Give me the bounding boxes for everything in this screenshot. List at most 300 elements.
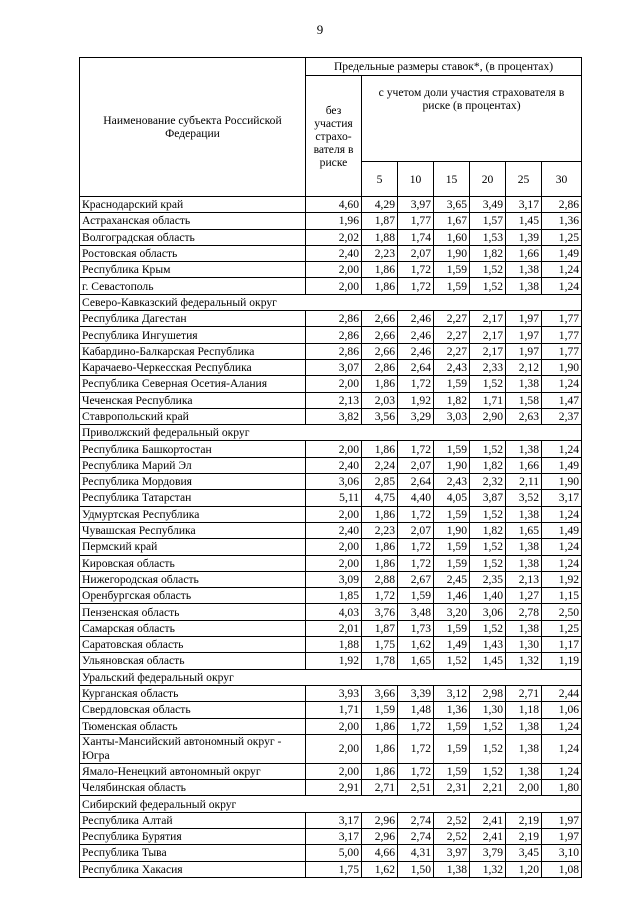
rate-with-share: 1,59 [434,620,470,636]
rate-with-share: 2,03 [362,392,398,408]
rate-with-share: 1,59 [434,555,470,571]
rate-with-share: 1,52 [470,506,506,522]
rate-with-share: 2,86 [362,359,398,375]
region-name: Ставропольский край [80,408,306,424]
rate-with-share: 1,66 [506,457,542,473]
rate-with-share: 1,24 [542,376,582,392]
rate-with-share: 2,19 [506,812,542,828]
rate-with-share: 1,27 [506,588,542,604]
rate-with-share: 1,86 [362,718,398,734]
rate-with-share: 2,63 [506,408,542,424]
table-row [80,376,582,392]
rate-with-share: 2,78 [506,604,542,620]
rate-with-share: 1,72 [398,718,434,734]
rate-with-share: 1,88 [362,229,398,245]
rate-without-share: 5,00 [306,845,362,861]
rate-with-share: 1,86 [362,278,398,294]
rate-with-share: 1,77 [542,327,582,343]
rate-with-share: 1,38 [506,555,542,571]
rates-table [79,57,582,878]
rate-with-share: 1,90 [542,474,582,490]
rate-with-share: 2,13 [506,571,542,587]
rate-without-share: 2,00 [306,718,362,734]
table-row [80,229,582,245]
rate-with-share: 1,06 [542,702,582,718]
table-row [80,718,582,734]
rate-with-share: 3,39 [398,685,434,701]
table-row [80,828,582,844]
rate-with-share: 1,46 [434,588,470,604]
table-row [80,197,582,213]
rate-with-share: 1,86 [362,376,398,392]
rate-with-share: 2,74 [398,812,434,828]
rate-with-share: 1,72 [398,278,434,294]
region-name: Республика Татарстан [80,490,306,506]
share-header: 30 [542,162,582,197]
rate-with-share: 2,74 [398,828,434,844]
rate-with-share: 1,59 [434,539,470,555]
rate-with-share: 1,24 [542,763,582,779]
limits-header: Предельные размеры ставок*, (в процентах) [306,58,582,76]
region-name: Республика Алтай [80,812,306,828]
rate-without-share: 1,96 [306,213,362,229]
region-name: Свердловская область [80,702,306,718]
rate-with-share: 1,24 [542,555,582,571]
region-name: Пензенская область [80,604,306,620]
rate-with-share: 1,32 [506,653,542,669]
rate-without-share: 1,92 [306,653,362,669]
region-name: Республика Дагестан [80,311,306,327]
rate-without-share: 4,60 [306,197,362,213]
rate-with-share: 1,30 [506,637,542,653]
rate-with-share: 1,15 [542,588,582,604]
rate-with-share: 3,12 [434,685,470,701]
rate-without-share: 2,01 [306,620,362,636]
rate-with-share: 2,27 [434,343,470,359]
rate-without-share: 2,13 [306,392,362,408]
rate-with-share: 1,59 [434,278,470,294]
rate-with-share: 1,49 [434,637,470,653]
rate-with-share: 1,60 [434,229,470,245]
rate-with-share: 1,24 [542,278,582,294]
rate-with-share: 1,59 [434,718,470,734]
rate-with-share: 3,06 [470,604,506,620]
rate-with-share: 1,24 [542,539,582,555]
rate-with-share: 2,35 [470,571,506,587]
rate-with-share: 2,46 [398,343,434,359]
region-name: Краснодарский край [80,197,306,213]
rate-with-share: 1,62 [362,861,398,877]
rate-without-share: 2,00 [306,763,362,779]
rate-with-share: 3,97 [434,845,470,861]
rate-with-share: 3,29 [398,408,434,424]
rate-with-share: 1,57 [470,213,506,229]
district-row [80,294,582,310]
rate-with-share: 1,39 [506,229,542,245]
rate-with-share: 2,96 [362,812,398,828]
rate-with-share: 1,72 [398,555,434,571]
table-row [80,441,582,457]
region-name: Ханты-Мансийский автономный округ - Югра [80,734,306,763]
district-row [80,796,582,812]
rate-with-share: 4,31 [398,845,434,861]
table-row [80,506,582,522]
rate-with-share: 1,19 [542,653,582,669]
rate-with-share: 2,37 [542,408,582,424]
rate-with-share: 1,92 [542,571,582,587]
rate-with-share: 1,24 [542,262,582,278]
rate-with-share: 1,45 [470,653,506,669]
rate-with-share: 1,82 [470,522,506,538]
rate-with-share: 1,59 [434,763,470,779]
rate-without-share: 2,40 [306,245,362,261]
rate-with-share: 1,59 [434,734,470,763]
rate-without-share: 2,00 [306,262,362,278]
table-row [80,278,582,294]
region-name: Республика Бурятия [80,828,306,844]
rate-with-share: 1,38 [434,861,470,877]
rate-with-share: 4,29 [362,197,398,213]
table-row [80,474,582,490]
table-row [80,685,582,701]
table-row [80,245,582,261]
rate-with-share: 3,45 [506,845,542,861]
rate-with-share: 2,98 [470,685,506,701]
region-name: Чеченская Республика [80,392,306,408]
rate-without-share: 2,86 [306,327,362,343]
table-row [80,457,582,473]
rate-with-share: 2,86 [542,197,582,213]
rate-with-share: 1,18 [506,702,542,718]
rate-with-share: 1,52 [434,653,470,669]
rate-with-share: 1,20 [506,861,542,877]
rate-with-share: 1,59 [434,376,470,392]
rate-with-share: 2,52 [434,828,470,844]
rate-with-share: 1,38 [506,278,542,294]
rate-with-share: 1,52 [470,734,506,763]
district-name: Сибирский федеральный округ [80,796,582,812]
rate-without-share: 3,07 [306,359,362,375]
region-name: Республика Тыва [80,845,306,861]
rate-with-share: 1,82 [470,457,506,473]
rate-with-share: 3,87 [470,490,506,506]
rate-without-share: 1,75 [306,861,362,877]
table-row [80,522,582,538]
rate-with-share: 1,36 [542,213,582,229]
rate-with-share: 1,92 [398,392,434,408]
rate-with-share: 2,41 [470,812,506,828]
share-header: 20 [470,162,506,197]
table-row [80,653,582,669]
table-row [80,311,582,327]
rate-with-share: 4,05 [434,490,470,506]
rate-with-share: 1,38 [506,506,542,522]
table-row [80,392,582,408]
table-row [80,620,582,636]
rate-without-share: 1,88 [306,637,362,653]
rate-with-share: 2,46 [398,327,434,343]
region-name: Челябинская область [80,780,306,796]
table-row [80,812,582,828]
region-name: Астраханская область [80,213,306,229]
rate-without-share: 3,82 [306,408,362,424]
rate-with-share: 3,03 [434,408,470,424]
rate-with-share: 1,97 [506,327,542,343]
rate-with-share: 1,49 [542,457,582,473]
rate-with-share: 1,59 [398,588,434,604]
table-row [80,861,582,877]
region-name: Республика Хакасия [80,861,306,877]
rate-with-share: 1,52 [470,763,506,779]
rate-with-share: 1,90 [434,522,470,538]
rate-with-share: 2,96 [362,828,398,844]
rate-with-share: 2,45 [434,571,470,587]
region-name: Оренбургская область [80,588,306,604]
rate-without-share: 2,00 [306,278,362,294]
rate-with-share: 1,52 [470,376,506,392]
region-name: Республика Крым [80,262,306,278]
rate-with-share: 2,43 [434,359,470,375]
without-share-header: без участия страхо-вателя в риске [306,76,362,197]
region-name: Республика Ингушетия [80,327,306,343]
rate-with-share: 1,72 [398,506,434,522]
rate-with-share: 2,07 [398,457,434,473]
region-name: Саратовская область [80,637,306,653]
rate-with-share: 1,90 [542,359,582,375]
rate-with-share: 1,72 [398,539,434,555]
rate-with-share: 1,48 [398,702,434,718]
rate-with-share: 1,38 [506,376,542,392]
rate-with-share: 1,90 [434,457,470,473]
rate-with-share: 1,59 [434,262,470,278]
rate-with-share: 1,52 [470,620,506,636]
rate-without-share: 1,71 [306,702,362,718]
page-number: 9 [316,22,324,37]
rate-with-share: 4,66 [362,845,398,861]
rate-with-share: 1,82 [470,245,506,261]
rate-with-share: 2,17 [470,311,506,327]
rate-with-share: 1,77 [398,213,434,229]
rate-with-share: 2,24 [362,457,398,473]
rate-with-share: 2,88 [362,571,398,587]
rate-with-share: 3,66 [362,685,398,701]
table-row [80,262,582,278]
rate-without-share: 2,02 [306,229,362,245]
rate-with-share: 3,97 [398,197,434,213]
rate-with-share: 1,50 [398,861,434,877]
rate-with-share: 1,77 [542,343,582,359]
rate-with-share: 2,33 [470,359,506,375]
rate-with-share: 1,90 [434,245,470,261]
rate-with-share: 1,86 [362,555,398,571]
rate-with-share: 2,51 [398,780,434,796]
region-name: Республика Башкортостан [80,441,306,457]
table-row [80,604,582,620]
rate-with-share: 3,17 [542,490,582,506]
rate-with-share: 1,52 [470,441,506,457]
rate-with-share: 1,47 [542,392,582,408]
region-name: Карачаево-Черкесская Республика [80,359,306,375]
rate-with-share: 1,86 [362,763,398,779]
region-name: Тюменская область [80,718,306,734]
rate-with-share: 2,66 [362,327,398,343]
rate-with-share: 1,65 [506,522,542,538]
rate-with-share: 1,66 [506,245,542,261]
rate-with-share: 1,25 [542,229,582,245]
rate-with-share: 1,08 [542,861,582,877]
rate-without-share: 3,17 [306,828,362,844]
rate-with-share: 2,90 [470,408,506,424]
rate-with-share: 1,59 [434,441,470,457]
rate-with-share: 4,40 [398,490,434,506]
table-row [80,327,582,343]
table-row [80,702,582,718]
rate-with-share: 3,10 [542,845,582,861]
table-row [80,763,582,779]
rate-with-share: 1,86 [362,539,398,555]
share-header: 5 [362,162,398,197]
share-header: 25 [506,162,542,197]
rate-with-share: 1,30 [470,702,506,718]
rate-with-share: 1,24 [542,441,582,457]
rate-without-share: 2,00 [306,506,362,522]
rate-with-share: 1,52 [470,278,506,294]
rate-with-share: 2,23 [362,522,398,538]
table-row [80,555,582,571]
rate-with-share: 1,59 [434,506,470,522]
rate-with-share: 2,00 [506,780,542,796]
rate-with-share: 2,07 [398,245,434,261]
rate-with-share: 3,79 [470,845,506,861]
table-row [80,343,582,359]
table-row [80,490,582,506]
rate-without-share: 2,86 [306,311,362,327]
table-row [80,571,582,587]
rate-with-share: 1,38 [506,734,542,763]
district-row [80,425,582,441]
rate-with-share: 2,71 [362,780,398,796]
district-name: Приволжский федеральный округ [80,425,582,441]
rate-with-share: 1,38 [506,441,542,457]
region-name: г. Севастополь [80,278,306,294]
table-row [80,845,582,861]
rate-with-share: 1,17 [542,637,582,653]
table-row [80,734,582,763]
rate-with-share: 2,85 [362,474,398,490]
with-share-header: с учетом доли участия страхователя в риске (в процентах) [362,76,582,162]
rate-without-share: 2,40 [306,522,362,538]
rate-with-share: 2,46 [398,311,434,327]
rate-with-share: 1,97 [542,812,582,828]
rate-with-share: 2,66 [362,311,398,327]
rate-with-share: 3,56 [362,408,398,424]
rate-with-share: 3,20 [434,604,470,620]
region-name: Республика Марий Эл [80,457,306,473]
rate-without-share: 4,03 [306,604,362,620]
region-name: Удмуртская Республика [80,506,306,522]
rate-with-share: 1,36 [434,702,470,718]
rate-without-share: 5,11 [306,490,362,506]
rate-with-share: 3,52 [506,490,542,506]
district-row [80,669,582,685]
rate-with-share: 2,21 [470,780,506,796]
rate-with-share: 1,38 [506,539,542,555]
rate-with-share: 1,86 [362,506,398,522]
rate-without-share: 3,93 [306,685,362,701]
rate-without-share: 2,00 [306,376,362,392]
rate-without-share: 2,00 [306,539,362,555]
rate-with-share: 2,17 [470,327,506,343]
rate-with-share: 1,52 [470,555,506,571]
rate-with-share: 1,49 [542,245,582,261]
rate-with-share: 1,43 [470,637,506,653]
rate-with-share: 1,58 [506,392,542,408]
rate-without-share: 3,09 [306,571,362,587]
rate-with-share: 2,27 [434,311,470,327]
rate-with-share: 2,32 [470,474,506,490]
rate-with-share: 1,72 [398,734,434,763]
rate-with-share: 2,64 [398,359,434,375]
rate-with-share: 1,38 [506,262,542,278]
region-name: Республика Северная Осетия-Алания [80,376,306,392]
rate-with-share: 2,41 [470,828,506,844]
rate-with-share: 2,52 [434,812,470,828]
rate-with-share: 1,97 [506,343,542,359]
rate-without-share: 2,40 [306,457,362,473]
subject-header: Наименование субъекта Российской Федерации [80,58,306,197]
region-name: Ростовская область [80,245,306,261]
rate-with-share: 1,53 [470,229,506,245]
rate-with-share: 2,07 [398,522,434,538]
rate-with-share: 1,86 [362,262,398,278]
rate-with-share: 1,73 [398,620,434,636]
rate-without-share: 2,00 [306,441,362,457]
rate-with-share: 1,86 [362,441,398,457]
rate-with-share: 2,12 [506,359,542,375]
region-name: Чувашская Республика [80,522,306,538]
rate-with-share: 1,72 [362,588,398,604]
rate-with-share: 1,38 [506,718,542,734]
rate-with-share: 2,64 [398,474,434,490]
rate-with-share: 3,65 [434,197,470,213]
rate-with-share: 1,75 [362,637,398,653]
rate-with-share: 2,67 [398,571,434,587]
rate-with-share: 1,72 [398,763,434,779]
table-row [80,408,582,424]
rate-with-share: 1,45 [506,213,542,229]
table-header [80,58,582,197]
rate-without-share: 2,00 [306,734,362,763]
rate-with-share: 1,40 [470,588,506,604]
rate-with-share: 1,62 [398,637,434,653]
rate-with-share: 1,72 [398,376,434,392]
rate-with-share: 1,52 [470,262,506,278]
rate-with-share: 1,24 [542,718,582,734]
region-name: Нижегородская область [80,571,306,587]
rate-without-share: 2,86 [306,343,362,359]
rate-with-share: 1,82 [434,392,470,408]
region-name: Ямало-Ненецкий автономный округ [80,763,306,779]
table-row [80,637,582,653]
rate-with-share: 1,25 [542,620,582,636]
rate-with-share: 1,52 [470,539,506,555]
rate-with-share: 1,77 [542,311,582,327]
rate-with-share: 2,27 [434,327,470,343]
region-name: Ульяновская область [80,653,306,669]
table-row [80,539,582,555]
rate-with-share: 1,72 [398,262,434,278]
rate-with-share: 2,66 [362,343,398,359]
